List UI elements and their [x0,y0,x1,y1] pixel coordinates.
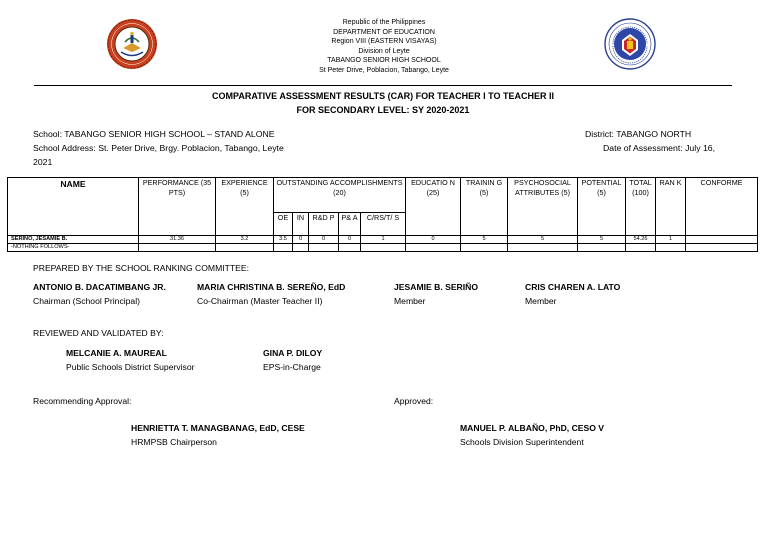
cell-crsts: 1 [361,236,406,244]
school-address: School Address: St. Peter Drive, Brgy. Poblacion, Tabango, Leyte [33,143,284,153]
letterhead-line-department: DEPARTMENT OF EDUCATION [333,28,435,36]
header-performance: PERFORMANCE (35 PTS) [139,178,216,236]
chairman-role: Chairman (School Principal) [33,296,140,306]
header-conforme: CONFORME [686,178,758,236]
hrmpsb-chairperson-role: HRMPSB Chairperson [131,437,217,447]
subheader-pa: P& A [339,213,361,236]
cell-conforme [686,236,758,244]
superintendent-name: MANUEL P. ALBAÑO, PhD, CESO V [460,423,605,433]
cell-rank: 1 [656,236,686,244]
subheader-crsts: C/RS/T/ S [361,213,406,236]
chairman-name: ANTONIO B. DACATIMBANG JR. [33,282,166,292]
approved-heading: Approved: [394,396,434,406]
district: District: TABANGO NORTH [585,129,692,139]
hrmpsb-chairperson-name: HENRIETTA T. MANAGBANAG, EdD, CESE [131,423,305,433]
school-name: School: TABANGO SENIOR HIGH SCHOOL – STAND ALONE [33,129,275,139]
header-psychosocial: PSYCHOSOCIAL ATTRIBUTES (5) [508,178,578,236]
cell-experience: 3.2 [216,236,274,244]
deped-seal-logo [604,18,656,70]
school-seal-logo [106,18,158,70]
header-total: TOTAL (100) [626,178,656,236]
eps-role: EPS-in-Charge [263,362,321,372]
letterhead [250,18,518,76]
table-row-nothing-follows [8,244,758,252]
letterhead-line-school: TABANGO SENIOR HIGH SCHOOL [327,57,441,65]
header-divider [34,85,732,86]
subheader-in: IN [293,213,309,236]
recommending-heading: Recommending Approval: [33,396,132,406]
nothing-follows-note: -NOTHING FOLLOWS- [8,244,139,252]
co-chairman-role: Co-Chairman (Master Teacher II) [197,296,323,306]
district-supervisor-name: MELCANIE A. MAUREAL [66,348,167,358]
letterhead-line-region: Region VIII (EASTERN VISAYAS) [331,38,437,46]
superintendent-role: Schools Division Superintendent [460,437,584,447]
cell-in: 0 [293,236,309,244]
cell-total: 54.26 [626,236,656,244]
cell-name: SERIÑO, JESAMIE B. [8,236,139,244]
member-1-name: JESAMIE B. SERIÑO [394,282,479,292]
cell-education: 0 [406,236,461,244]
cell-oe: 3.5 [274,236,293,244]
letterhead-line-division: Division of Leyte [358,47,410,55]
prepared-heading: PREPARED BY THE SCHOOL RANKING COMMITTEE: [33,263,249,273]
cell-pa: 0 [339,236,361,244]
school-address-continued: 2021 [33,157,53,167]
table-row [8,236,758,244]
letterhead-line-republic: Republic of the Philippines [342,19,426,26]
cell-performance: 31.36 [139,236,216,244]
cell-rdp: 0 [309,236,339,244]
header-education: EDUCATIO N (25) [406,178,461,236]
cell-psychosocial: 5 [508,236,578,244]
header-name: NAME [8,178,139,236]
member-2-role: Member [525,296,557,306]
cell-potential: 5 [578,236,626,244]
co-chairman-name: MARIA CHRISTINA B. SEREÑO, EdD [197,282,346,292]
reviewed-heading: REVIEWED AND VALIDATED BY: [33,328,164,338]
cell-training: 5 [461,236,508,244]
header-experience: EXPERIENCE (5) [216,178,274,236]
letterhead-line-address: St Peter Drive, Poblacion, Tabango, Leyte [319,66,449,74]
document-subtitle: FOR SECONDARY LEVEL: SY 2020-2021 [296,105,470,115]
subheader-rdp: R&D P [309,213,339,236]
member-1-role: Member [394,296,426,306]
member-2-name: CRIS CHAREN A. LATO [525,282,621,292]
header-training: TRAININ G (5) [461,178,508,236]
document-title: COMPARATIVE ASSESSMENT RESULTS (CAR) FOR TEACHER I TO TEACHER II [211,91,554,101]
assessment-date: Date of Assessment: July 16, [603,143,716,153]
header-rank: RAN K [656,178,686,236]
header-outstanding: OUTSTANDING ACCOMPLISHMENTS (20) [274,178,406,213]
assessment-table [7,177,758,252]
subheader-oe: OE [274,213,293,236]
header-potential: POTENTIAL (5) [578,178,626,236]
eps-name: GINA P. DILOY [263,348,323,358]
district-supervisor-role: Public Schools District Supervisor [66,362,195,372]
